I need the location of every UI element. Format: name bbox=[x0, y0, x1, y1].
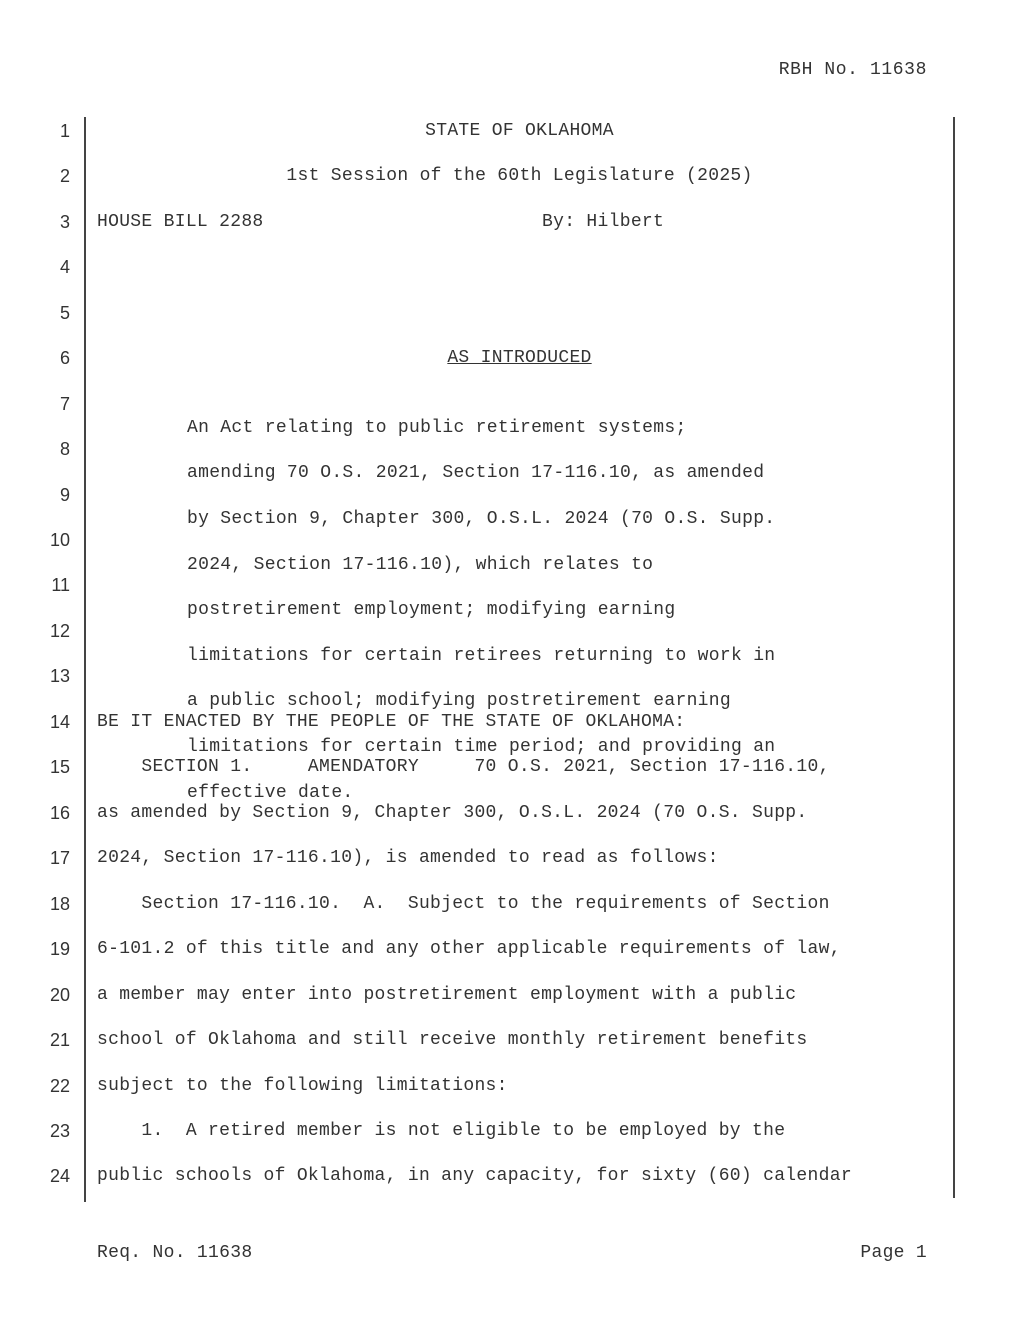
body-line: public schools of Oklahoma, in any capacity, for sixty (60) calendar bbox=[97, 1166, 852, 1186]
title-line: 2024, Section 17-116.10), which relates to bbox=[187, 554, 654, 575]
line-number: 20 bbox=[49, 985, 70, 1005]
line-number: 13 bbox=[49, 666, 70, 686]
title-line: postretirement employment; modifying earning bbox=[187, 600, 676, 621]
page-number: Page 1 bbox=[860, 1243, 927, 1263]
bill-number: HOUSE BILL 2288 bbox=[97, 212, 264, 232]
session-heading: 1st Session of the 60th Legislature (2025) bbox=[286, 166, 753, 186]
line-number: 15 bbox=[49, 757, 70, 777]
line-number: 12 bbox=[49, 621, 70, 641]
line-number: 18 bbox=[49, 894, 70, 914]
title-line: amending 70 O.S. 2021, Section 17-116.10, as amended bbox=[187, 463, 765, 484]
body-line: SECTION 1. AMENDATORY 70 O.S. 2021, Section 17-116.10, bbox=[97, 757, 830, 777]
body-line: as amended by Section 9, Chapter 300, O.S.L. 2024 (70 O.S. Supp. bbox=[97, 803, 808, 823]
title-line: a public school; modifying postretirement earning bbox=[187, 691, 731, 712]
line-number: 5 bbox=[59, 303, 70, 323]
left-margin-rule bbox=[84, 117, 86, 1202]
bill-author: By: Hilbert bbox=[542, 212, 665, 232]
state-heading: STATE OF OKLAHOMA bbox=[425, 121, 614, 141]
line-number: 9 bbox=[59, 485, 70, 505]
line-number: 3 bbox=[59, 212, 70, 232]
title-line: limitations for certain retirees returning to work in bbox=[187, 645, 776, 666]
rbh-number: RBH No. 11638 bbox=[778, 60, 927, 80]
line-number: 1 bbox=[59, 121, 70, 141]
body-line: subject to the following limitations: bbox=[97, 1076, 508, 1096]
line-number: 7 bbox=[59, 394, 70, 414]
enacting-clause: BE IT ENACTED BY THE PEOPLE OF THE STATE OF OKLAHOMA: bbox=[97, 712, 686, 732]
line-number: 8 bbox=[59, 439, 70, 459]
body-line: 6-101.2 of this title and any other applicable requirements of law, bbox=[97, 939, 841, 959]
line-number: 14 bbox=[49, 712, 70, 732]
right-margin-rule bbox=[953, 117, 955, 1198]
body-line: Section 17-116.10. A. Subject to the requirements of Section bbox=[97, 894, 830, 914]
line-number: 6 bbox=[59, 348, 70, 368]
status-heading: AS INTRODUCED bbox=[447, 348, 592, 368]
body-line: 1. A retired member is not eligible to be employed by the bbox=[97, 1121, 786, 1141]
line-number: 24 bbox=[49, 1166, 70, 1186]
line-number: 11 bbox=[51, 575, 70, 595]
title-line: limitations for certain time period; and providing an bbox=[187, 736, 776, 757]
title-line: effective date. bbox=[187, 782, 354, 803]
body-line: 2024, Section 17-116.10), is amended to read as follows: bbox=[97, 848, 719, 868]
line-number: 2 bbox=[59, 166, 70, 186]
title-line: by Section 9, Chapter 300, O.S.L. 2024 (70 O.S. Supp. bbox=[187, 508, 776, 529]
line-number: 4 bbox=[59, 257, 70, 277]
line-number: 17 bbox=[49, 848, 70, 868]
line-number: 21 bbox=[49, 1030, 70, 1050]
line-number: 19 bbox=[49, 939, 70, 959]
line-number: 22 bbox=[49, 1076, 70, 1096]
line-number: 16 bbox=[49, 803, 70, 823]
line-number: 10 bbox=[49, 530, 70, 550]
request-number: Req. No. 11638 bbox=[97, 1243, 253, 1263]
body-line: a member may enter into postretirement employment with a public bbox=[97, 985, 797, 1005]
line-number: 23 bbox=[49, 1121, 70, 1141]
title-line: An Act relating to public retirement systems; bbox=[187, 417, 687, 438]
body-line: school of Oklahoma and still receive monthly retirement benefits bbox=[97, 1030, 808, 1050]
